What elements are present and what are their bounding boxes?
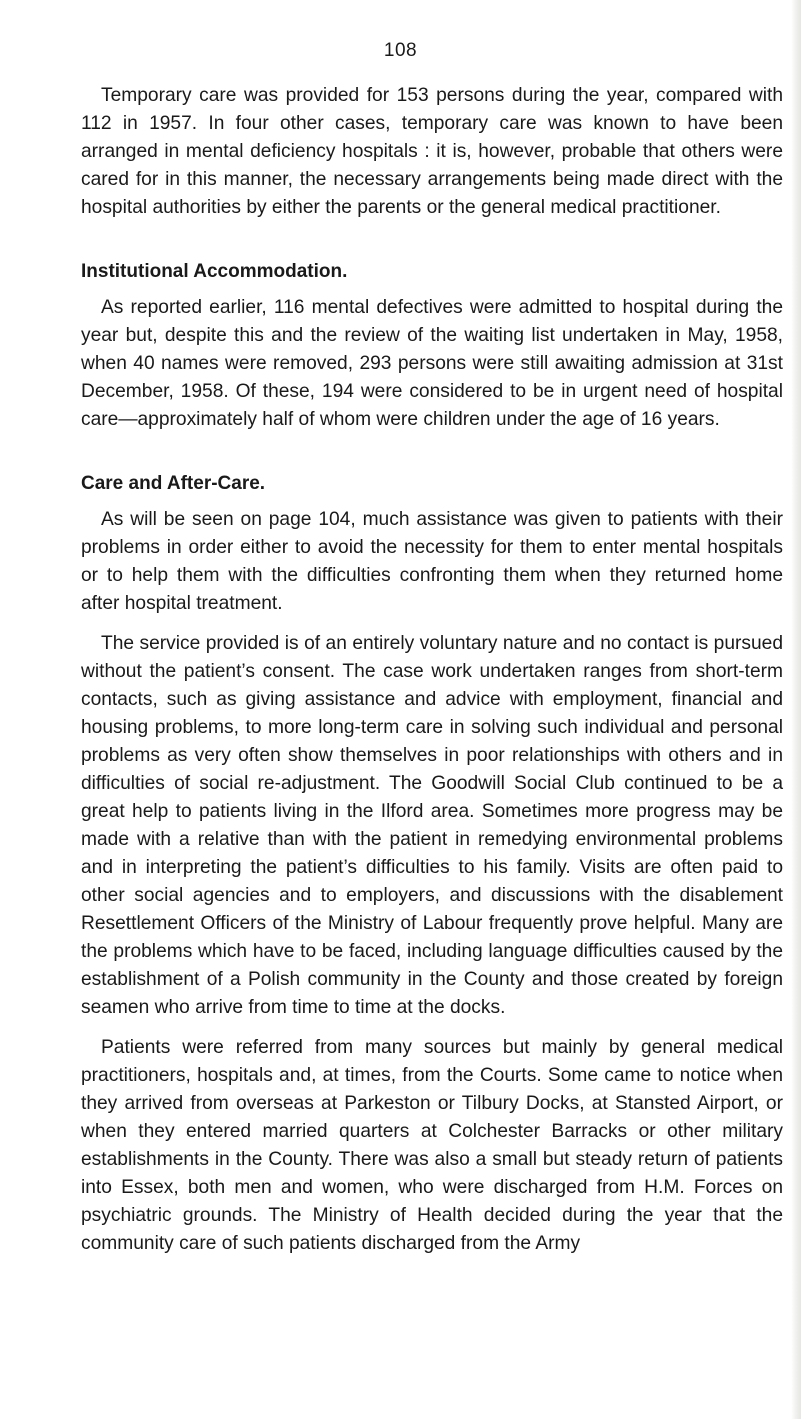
spacer xyxy=(81,434,783,469)
paragraph-patient-referrals: Patients were referred from many sources but mainly by general medical practitioners, hospitals and, at times, from the Courts. Some came to notice when they arrived from overseas at Parkeston or Tilbury Docks, at Stansted Airport, or when they entered married quarters at Colchester Barracks or other military establishments in the County. There was also a small but steady return of patients into Essex, both men and women, who were discharged from H.M. Forces on psychiatric grounds. The Ministry of Health decided during the year that the community care of such patients discharged from the Army xyxy=(81,1037,783,1254)
heading-care-and-after-care: Care and After-Care. xyxy=(81,473,266,494)
spacer xyxy=(81,286,783,294)
page-number: 108 xyxy=(383,40,418,61)
paragraph-institutional-accommodation: As reported earlier, 116 mental defectives were admitted to hospital during the year but, despite this and the review of the waiting list undertaken in May, 1958, when 40 names were removed, 293 persons were still awaiting admission at 31st December, 1958. Of these, 194 were considered to be in urgent need of hospital care—approximately half of whom were children under the age of 16 years. xyxy=(81,297,783,430)
paragraph-assistance: As will be seen on page 104, much assistance was given to patients with their problems in order either to avoid the necessity for them to enter mental hospitals or to help them with the difficulties confronting them when they returned home after hospital treatment. xyxy=(81,509,783,614)
paragraph-service-provided: The service provided is of an entirely voluntary nature and no contact is pursued without the patient’s consent. The case work undertaken ranges from short-term contacts, such as giving assistance and advice with employment, financial and housing problems, to more long-term care in solving such individual and personal problems as very often show themselves in poor relationships with others and in difficulties of social re-adjustment. The Goodwill Social Club continued to be a great help to patients living in the Ilford area. Sometimes more progress may be made with a relative than with the patient in remedying environmental problems and in interpreting the patient’s difficulties to his family. Visits are often paid to other social agencies and to employers, and discussions with the disablement Resettlement Officers of the Ministry of Labour frequently prove helpful. Many are the problems which have to be faced, including language difficulties caused by the establishment of a Polish community in the County and those created by foreign seamen who arrive from time to time at the docks. xyxy=(81,633,783,1018)
page-edge-shadow xyxy=(791,0,801,1419)
spacer xyxy=(81,222,783,257)
spacer xyxy=(81,1022,783,1034)
document-body xyxy=(81,82,783,1258)
spacer xyxy=(81,618,783,630)
spacer xyxy=(81,498,783,506)
paragraph-temporary-care: Temporary care was provided for 153 persons during the year, compared with 112 in 1957. In four other cases, temporary care was known to have been arranged in mental deficiency hospitals : it is, however, probable that others were cared for in this manner, the necessary arrangements being made direct with the hospital authorities by either the parents or the general medical practitioner. xyxy=(81,85,783,218)
heading-institutional-accommodation: Institutional Accommodation. xyxy=(81,261,348,282)
